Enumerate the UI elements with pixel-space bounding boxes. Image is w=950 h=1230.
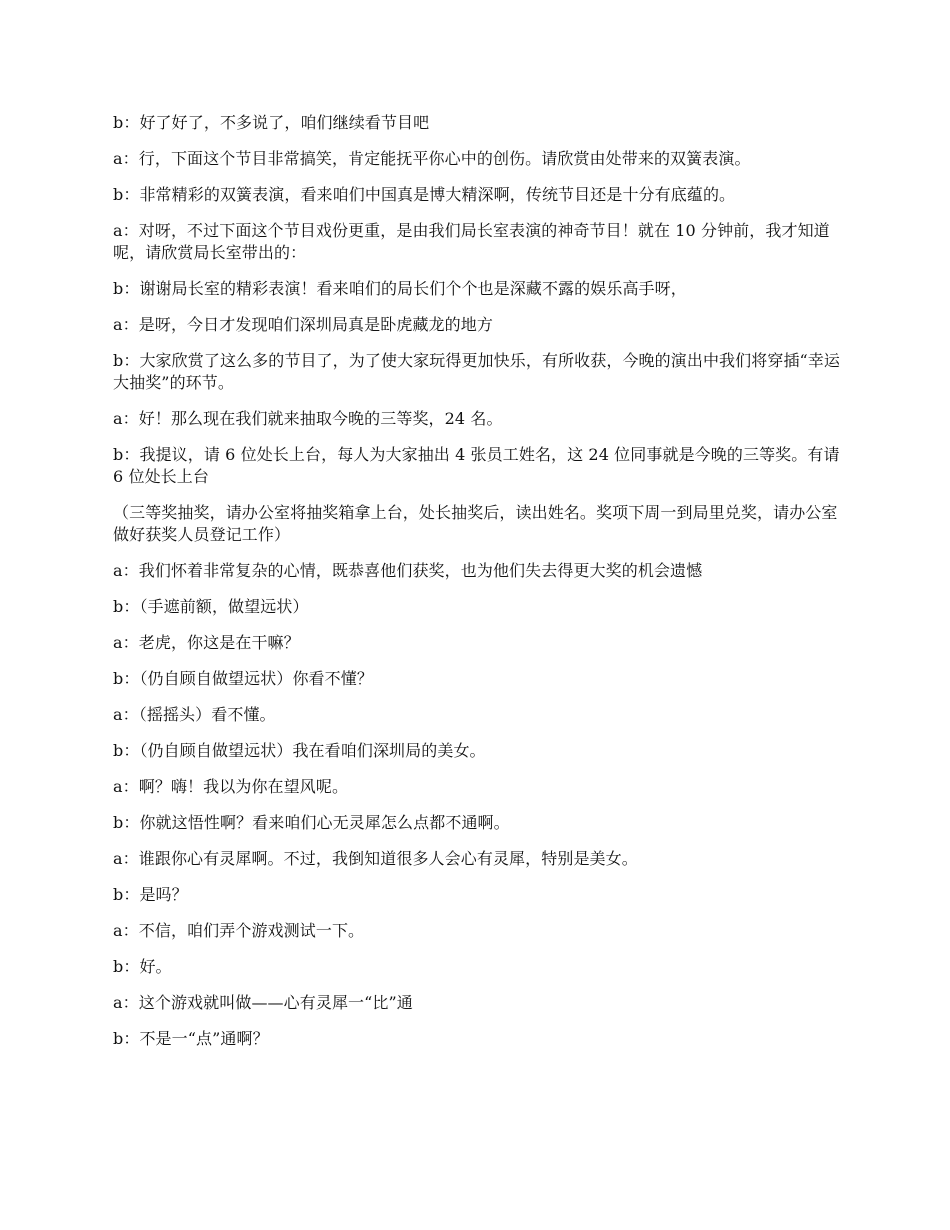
dialogue-line: a：好！那么现在我们就来抽取今晚的三等奖，24 名。 bbox=[113, 409, 503, 428]
document-body bbox=[113, 112, 841, 1064]
dialogue-line: a：老虎，你这是在干嘛？ bbox=[113, 633, 300, 652]
dialogue-line: b：（仍自顾自做望远状）你看不懂？ bbox=[113, 669, 373, 688]
dialogue-line: b：大家欣赏了这么多的节目了，为了使大家玩得更加快乐，有所收获，今晚的演出中我们将穿插“幸运大抽奖”的环节。 bbox=[113, 351, 841, 392]
dialogue-line: b：我提议，请 6 位处长上台，每人为大家抽出 4 张员工姓名，这 24 位同事就是今晚的三等奖。有请 6 位处长上台 bbox=[113, 445, 840, 486]
stage-direction: （三等奖抽奖，请办公室将抽奖箱拿上台，处长抽奖后，读出姓名。奖项下周一到局里兑奖，请办公室做好获奖人员登记工作） bbox=[113, 503, 838, 544]
dialogue-line: b：好了好了，不多说了，咱们继续看节目吧 bbox=[113, 113, 430, 132]
dialogue-line: b：谢谢局长室的精彩表演！看来咱们的局长们个个也是深藏不露的娱乐高手呀， bbox=[113, 279, 687, 298]
dialogue-line: b：你就这悟性啊？看来咱们心无灵犀怎么点都不通啊。 bbox=[113, 813, 510, 832]
dialogue-line: a：不信，咱们弄个游戏测试一下。 bbox=[113, 921, 365, 940]
dialogue-line: a：对呀，不过下面这个节目戏份更重，是由我们局长室表演的神奇节目！就在 10 分钟前，我才知道呢，请欣赏局长室带出的： bbox=[113, 221, 830, 262]
dialogue-line: a：这个游戏就叫做——心有灵犀一“比”通 bbox=[113, 993, 413, 1012]
dialogue-line: b：好。 bbox=[113, 957, 172, 976]
dialogue-line: a：我们怀着非常复杂的心情，既恭喜他们获奖，也为他们失去得更大奖的机会遗憾 bbox=[113, 561, 703, 580]
dialogue-line: b：是吗？ bbox=[113, 885, 188, 904]
dialogue-line: b：不是一“点”通啊？ bbox=[113, 1029, 269, 1048]
dialogue-line: b：（仍自顾自做望远状）我在看咱们深圳局的美女。 bbox=[113, 741, 486, 760]
dialogue-line: a：谁跟你心有灵犀啊。不过，我倒知道很多人会心有灵犀，特别是美女。 bbox=[113, 849, 638, 868]
dialogue-line: a：是呀，今日才发现咱们深圳局真是卧虎藏龙的地方 bbox=[113, 315, 493, 334]
dialogue-line: b：（手遮前额，做望远状） bbox=[113, 597, 309, 616]
dialogue-line: a：啊？嗨！我以为你在望风呢。 bbox=[113, 777, 349, 796]
dialogue-line: b：非常精彩的双簧表演，看来咱们中国真是博大精深啊，传统节目还是十分有底蕴的。 bbox=[113, 185, 736, 204]
dialogue-line: a：（摇摇头）看不懂。 bbox=[113, 705, 276, 724]
dialogue-line: a：行，下面这个节目非常搞笑，肯定能抚平你心中的创伤。请欣赏由处带来的双簧表演。 bbox=[113, 149, 751, 168]
